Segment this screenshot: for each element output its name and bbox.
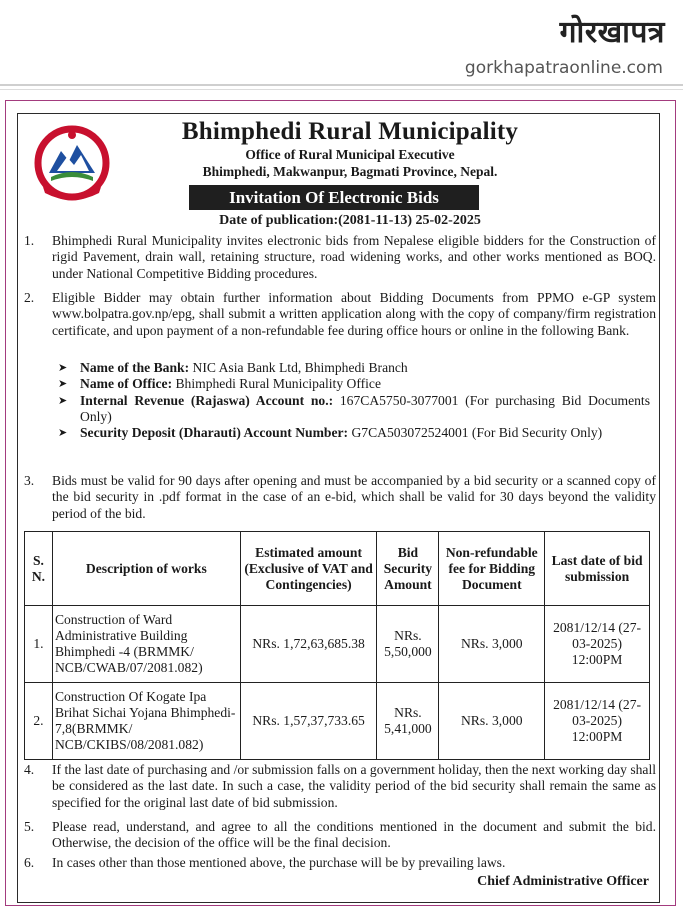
bank-details-list [58, 360, 650, 441]
office-name-label: Name of Office: [80, 376, 173, 392]
clause-text: Bids must be valid for 90 days after opening and must be accompanied by a bid security or a scanned copy of the bid security in .pdf format in the case of an e-bid, which shall be valid for 30 days beyond the validity period of the bid. [52, 473, 656, 521]
newspaper-logo: गोरखापत्र [559, 15, 665, 50]
arrowhead-bullet-icon: ➤ [58, 377, 68, 391]
cell-fee: NRs. 3,000 [439, 606, 545, 683]
clause-number: 5. [24, 819, 35, 834]
list-item [58, 360, 650, 376]
clause-2 [24, 290, 656, 339]
column-header-last-date: Last date of bid submission [545, 532, 650, 606]
clause-number: 2. [24, 290, 35, 305]
masthead [0, 0, 683, 98]
cell-estimate: NRs. 1,57,37,733.65 [240, 683, 377, 760]
table-header-row [25, 532, 650, 606]
clause-number: 3. [24, 473, 35, 488]
arrowhead-bullet-icon: ➤ [58, 426, 68, 440]
clause-text: Please read, understand, and agree to all the conditions mentioned in the document and submit the bid. Otherwise, the decision of the office will be the final decision. [52, 819, 656, 851]
clause-5 [24, 819, 656, 852]
security-account-label: Security Deposit (Dharauti) Account Number: [80, 425, 349, 441]
arrowhead-bullet-icon: ➤ [58, 393, 68, 407]
list-item [58, 425, 650, 441]
page-title: Bhimphedi Rural Municipality [181, 118, 519, 145]
cell-fee: NRs. 3,000 [439, 683, 545, 760]
cell-description: Construction of Ward Administrative Building Bhimphedi -4 (BRMMK/ NCB/CWAB/07/2081.082) [52, 606, 240, 683]
table-row [25, 606, 650, 683]
office-name-value: Bhimphedi Rural Municipality Office [172, 376, 381, 392]
clause-number: 1. [24, 233, 35, 248]
notice-banner: Invitation Of Electronic Bids [189, 185, 479, 210]
newspaper-url: gorkhapatraonline.com [464, 58, 663, 78]
clause-3 [24, 473, 656, 522]
column-header-fee: Non-refundable fee for Bidding Document [439, 532, 545, 606]
column-header-estimate: Estimated amount (Exclusive of VAT and Contingencies) [240, 532, 377, 606]
works-table [24, 531, 650, 760]
clause-text: If the last date of purchasing and /or submission falls on a government holiday, then the next working day shall be considered as the last date. In such a case, the validity period of the bid security shall remain the same as specified for the original last date of bid submission. [52, 762, 656, 810]
publication-date: Date of publication:(2081-11-13) 25-02-2025 [219, 213, 481, 228]
divider [0, 84, 683, 86]
revenue-account-value: 167CA5750-3077001 (For purchasing Bid Documents Only) [80, 392, 650, 424]
cell-sn: 2. [25, 683, 53, 760]
clause-text: In cases other than those mentioned above, the purchase will be by prevailing laws. [52, 855, 506, 870]
office-subtitle: Office of Rural Municipal Executive [245, 147, 455, 162]
revenue-account-label: Internal Revenue (Rajaswa) Account no.: [80, 392, 334, 408]
bank-name-value: NIC Asia Bank Ltd, Bhimphedi Branch [189, 360, 408, 375]
column-header-sn: S. N. [25, 532, 53, 606]
clause-1 [24, 233, 656, 282]
arrowhead-bullet-icon: ➤ [58, 361, 68, 374]
cell-sn: 1. [25, 606, 53, 683]
clause-number: 4. [24, 762, 35, 777]
clause-text: Eligible Bidder may obtain further information about Bidding Documents from PPMO e-GP system www.bolpatra.gov.np/epg, shall submit a written application along with the copy of company/firm registration certificate, and upon payment of a non-refundable fee during office hours or online in the following Bank. [52, 290, 656, 338]
signoff: Chief Administrative Officer [477, 874, 649, 889]
cell-security: NRs. 5,41,000 [377, 683, 439, 760]
list-item [58, 376, 650, 392]
column-header-security: Bid Security Amount [377, 532, 439, 606]
divider [0, 89, 683, 90]
clause-6 [24, 855, 656, 871]
column-header-description: Description of works [52, 532, 240, 606]
cell-security: NRs. 5,50,000 [377, 606, 439, 683]
cell-last-date: 2081/12/14 (27-03-2025) 12:00PM [545, 606, 650, 683]
office-address: Bhimphedi, Makwanpur, Bagmati Province, Nepal. [202, 164, 498, 179]
cell-last-date: 2081/12/14 (27-03-2025) 12:00PM [545, 683, 650, 760]
table-row [25, 683, 650, 760]
clause-4 [24, 762, 656, 811]
list-item [58, 393, 650, 426]
cell-description: Construction Of Kogate Ipa Brihat Sichai Yojana Bhimphedi-7,8(BRMMK/ NCB/CKIBS/08/2081.082) [52, 683, 240, 760]
cell-estimate: NRs. 1,72,63,685.38 [240, 606, 377, 683]
clause-text: Bhimphedi Rural Municipality invites electronic bids from Nepalese eligible bidders for the Construction of rigid Pavement, drain wall, retaining structure, road widening works, and other works mentioned as BOQ. under National Competitive Bidding procedures. [52, 233, 656, 281]
clause-number: 6. [24, 855, 35, 870]
bank-name-label: Name of the Bank: [80, 360, 190, 375]
security-account-value: G7CA503072524001 (For Bid Security Only) [348, 425, 603, 441]
